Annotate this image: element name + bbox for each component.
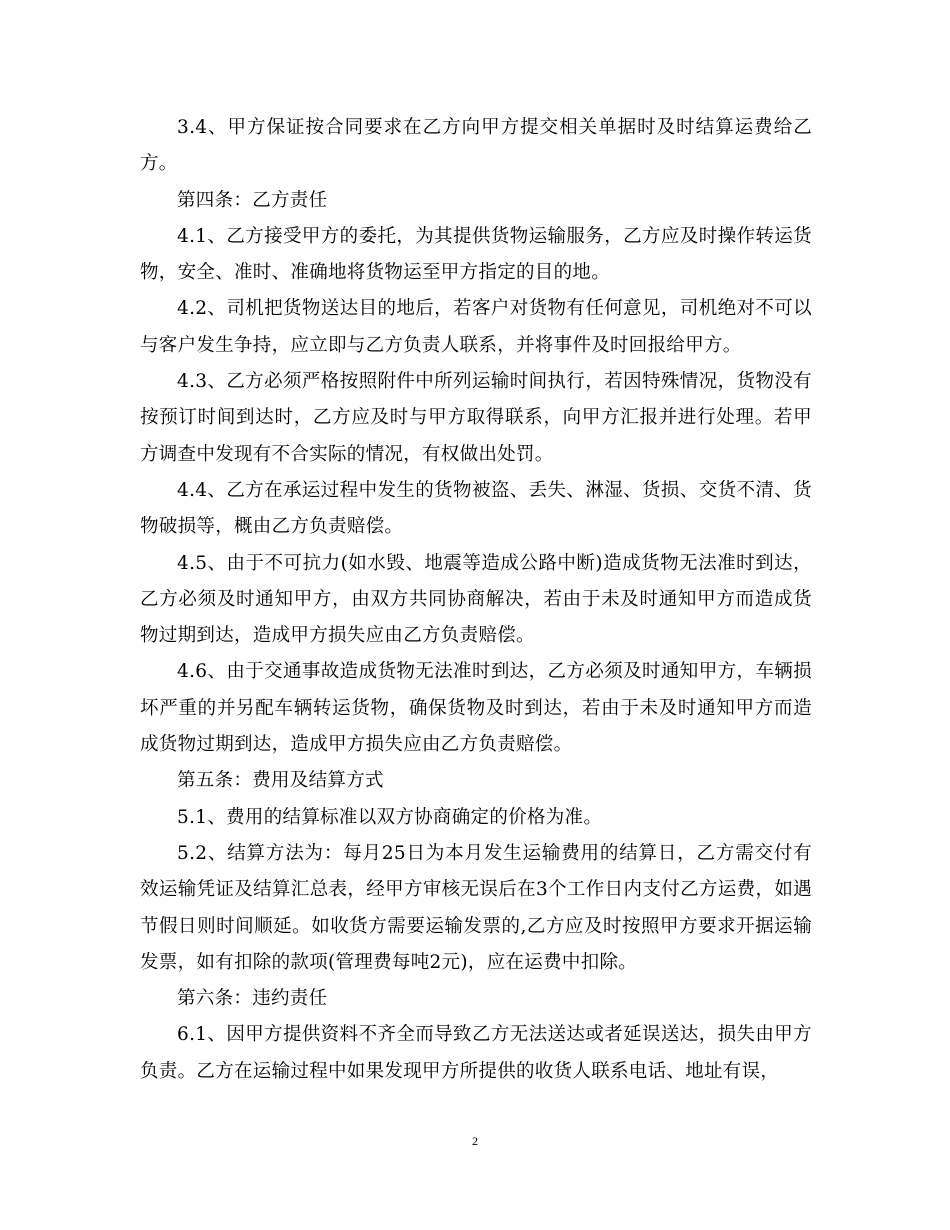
clause-5-1: 5.1、费用的结算标准以双方协商确定的价格为准。	[177, 806, 603, 828]
clause-4-3: 4.3、乙方必须严格按照附件中所列运输时间执行，若因特殊情况，货物没有按预订时间到达时，乙方应及时与甲方取得联系，向甲方汇报并进行处理。若甲方调查中发现有不合实际的情况，有权做出处罚。	[140, 371, 812, 465]
document-body	[140, 110, 812, 1090]
page-number: 2	[472, 1134, 478, 1148]
clause-4-1: 4.1、乙方接受甲方的委托，为其提供货物运输服务，乙方应及时操作转运货物，安全、准时、准确地将货物运至甲方指定的目的地。	[140, 225, 812, 284]
clause-5-2: 5.2、结算方法为：每月25日为本月发生运输费用的结算日，乙方需交付有效运输凭证及结算汇总表，经甲方审核无误后在3个工作日内支付乙方运费，如遇节假日则时间顺延。如收货方需要运输发票的,乙方应及时按照甲方要求开据运输发票，如有扣除的款项(管理费每吨2元)，应在运费中扣除。	[140, 842, 812, 973]
clause-4-2: 4.2、司机把货物送达目的地后，若客户对货物有任何意见，司机绝对不可以与客户发生争持，应立即与乙方负责人联系，并将事件及时回报给甲方。	[140, 298, 812, 356]
section-heading-article-5: 第五条：费用及结算方式	[177, 770, 384, 792]
clause-4-4: 4.4、乙方在承运过程中发生的货物被盗、丢失、淋湿、货损、交货不清、货物破损等，概由乙方负责赔偿。	[140, 479, 812, 538]
clause-3-4: 3.4、甲方保证按合同要求在乙方向甲方提交相关单据时及时结算运费给乙方。	[140, 117, 812, 175]
clause-4-6: 4.6、由于交通事故造成货物无法准时到达，乙方必须及时通知甲方，车辆损坏严重的并另配车辆转运货物，确保货物及时到达，若由于未及时通知甲方而造成货物过期到达，造成甲方损失应由乙方负责赔偿。	[140, 661, 812, 756]
clause-6-1: 6.1、因甲方提供资料不齐全而导致乙方无法送达或者延误送达，损失由甲方负责。乙方在运输过程中如果发现甲方所提供的收货人联系电话、地址有误，	[140, 1024, 812, 1082]
section-heading-article-4: 第四条：乙方责任	[177, 189, 328, 211]
section-heading-article-6: 第六条：违约责任	[177, 988, 328, 1010]
clause-4-5: 4.5、由于不可抗力(如水毁、地震等造成公路中断)造成货物无法准时到达，乙方必须及时通知甲方，由双方共同协商解决，若由于未及时通知甲方而造成货物过期到达，造成甲方损失应由乙方负责赔偿。	[140, 552, 812, 647]
